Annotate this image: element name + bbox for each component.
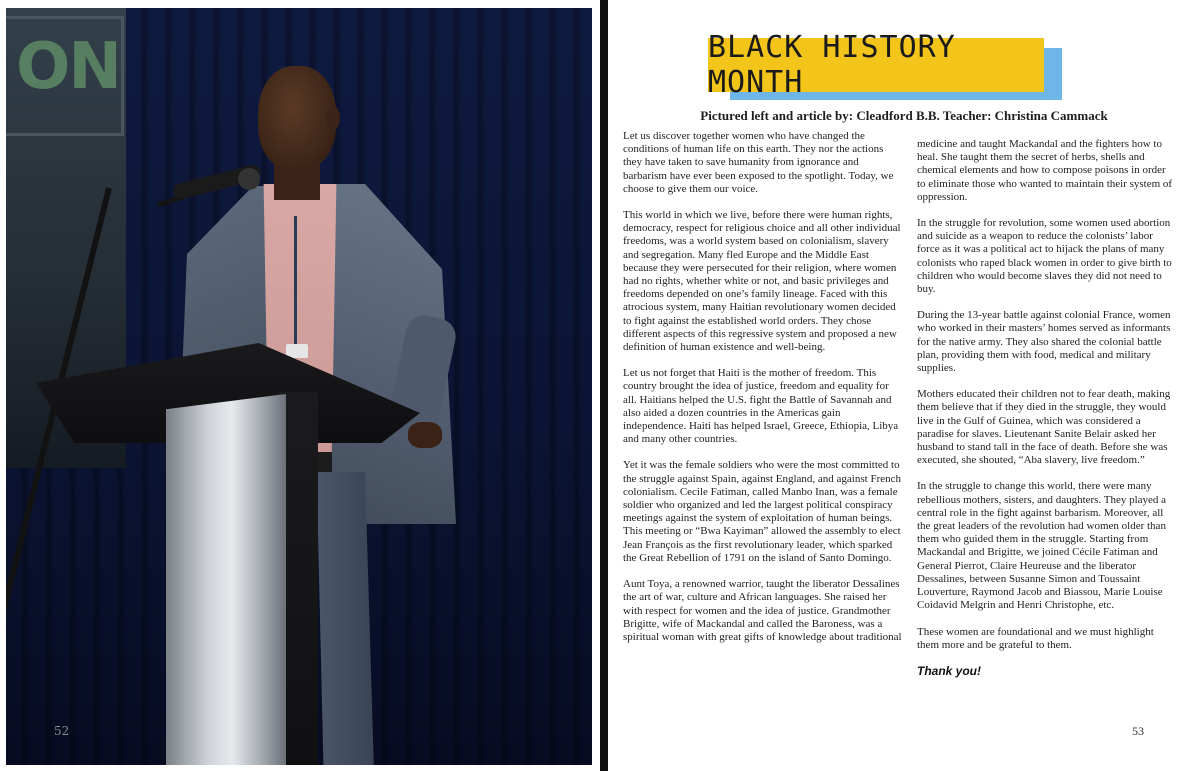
page-number-left: 52 xyxy=(54,724,70,738)
paragraph: In the struggle to change this world, there were many rebellious mothers, sisters, and daughters. They played a central role in the fight against barbarism. Moreover, all the great leaders of the revolution had women older than them who guided them in the struggle. Starting from Mackandal and Brigitte, we joined Cécile Fatiman and General Pierrot, Claire Heureuse and the liberator Dessalines, between Susanne Simon and Toussaint Louverture, Raymond Jacob and Biassou, Marie Louise Coidavid Melgrin and Henri Christophe, etc. xyxy=(917,480,1167,612)
paragraph: medicine and taught Mackandal and the fighters how to heal. She taught them the secret of herbs, shells and chemical elements and how to compose poisons in order to eliminate those who wanted to maintain their system of oppression. xyxy=(917,138,1173,203)
title-banner xyxy=(708,30,1058,100)
page-gutter xyxy=(600,0,608,771)
article-column-1 xyxy=(623,130,903,657)
paragraph: These women are foundational and we must highlight them more and be grateful to them. xyxy=(917,625,1154,651)
page-number-right: 53 xyxy=(1132,724,1144,738)
right-hand xyxy=(408,422,442,448)
article-column-2 xyxy=(917,138,1173,678)
byline: Pictured left and article by: Cleadford B.B. Teacher: Christina Cammack xyxy=(700,108,1108,123)
mic-head xyxy=(238,168,260,190)
right-page xyxy=(608,0,1200,771)
banner-yellow xyxy=(708,30,1044,100)
paragraph: Aunt Toya, a renowned warrior, taught the liberator Dessalines the art of war, culture and African languages. She raised her with respect for women and the idea of justice. Grandmother Brigitte, wife of Mackandal and called the Baroness, was a spiritual woman with great gifts of knowledge about traditional xyxy=(623,578,902,643)
paragraph: Let us discover together women who have changed the conditions of human life on this earth. They nor the actions they have taken to save humanity from ignorance and barbarism have ever been exposed to the spotlight. Today, we choose to give them our voice. xyxy=(623,130,894,195)
screen-text: ON xyxy=(16,30,120,104)
ear xyxy=(326,106,340,130)
paragraph: Let us not forget that Haiti is the mother of freedom. This country brought the idea of justice, freedom and equality for all. Haitians helped the U.S. fight the Battle of Savannah and also aided a dozen countries in the Americas gain independence. Haiti has helped Israel, Greece, Ethiopia, Libya and many other countries. xyxy=(623,367,899,446)
paragraph: In the struggle for revolution, some women used abortion and suicide as a weapon to reduce the colonists’ labor force as it was a political act to hijack the plans of many colonists who raped black women in order to give birth to children who would become slaves they did not need to buy. xyxy=(917,217,1172,296)
paragraph: Mothers educated their children not to fear death, making them believe that if they died in the struggle, they would live in the Gulf of Guinea, which was considered a paradise for slaves. Lieutenant Sanite Belair asked her husband to stand tall in the face of death. Before she was executed, she shouted, “Aba slavery, live freedom.” xyxy=(917,388,1171,467)
speaker-photo xyxy=(6,8,592,765)
closing-text: Thank you! xyxy=(917,663,982,678)
paragraph: This world in which we live, before there were human rights, democracy, respect for religious choice and all other individual freedoms, was a world system based on colonialism, slavery and segregation. Many fled Europe and the Middle East because they were persecuted for their religion, where women had no rights, whether white or not, and basic privileges and freedoms depended on one’s family lineage. Faced with this atrocious system, many Haitian revolutionary women decided to fight against the established world orders. They chose different aspects of this regressive system and proposed a new definition of human existence and well-being. xyxy=(623,209,901,354)
head xyxy=(258,66,336,170)
podium-body xyxy=(166,394,286,765)
banner-title: BLACK HISTORY MONTH xyxy=(708,30,956,100)
paragraph: During the 13-year battle against colonial France, women who worked in their masters’ homes served as informants for the native army. They also shared the colonial battle plan, providing them with food, medical and military supplies. xyxy=(917,309,1171,375)
lanyard xyxy=(294,216,297,346)
paragraph: Yet it was the female soldiers who were the most committed to the struggle against Spain, against England, and against French colonialism. Cecile Fatiman, called Manbo Inan, was a female soldier who organized and led the largest political conspiracy meetings against the system of exploitation of human beings. This meeting or “Bwa Kayiman” allowed the assembly to elect Jean François as the first revolutionary leader, which sparked the Great Rebellion of 1791 on the island of Santo Domingo. xyxy=(623,459,901,564)
name-badge xyxy=(286,344,308,358)
